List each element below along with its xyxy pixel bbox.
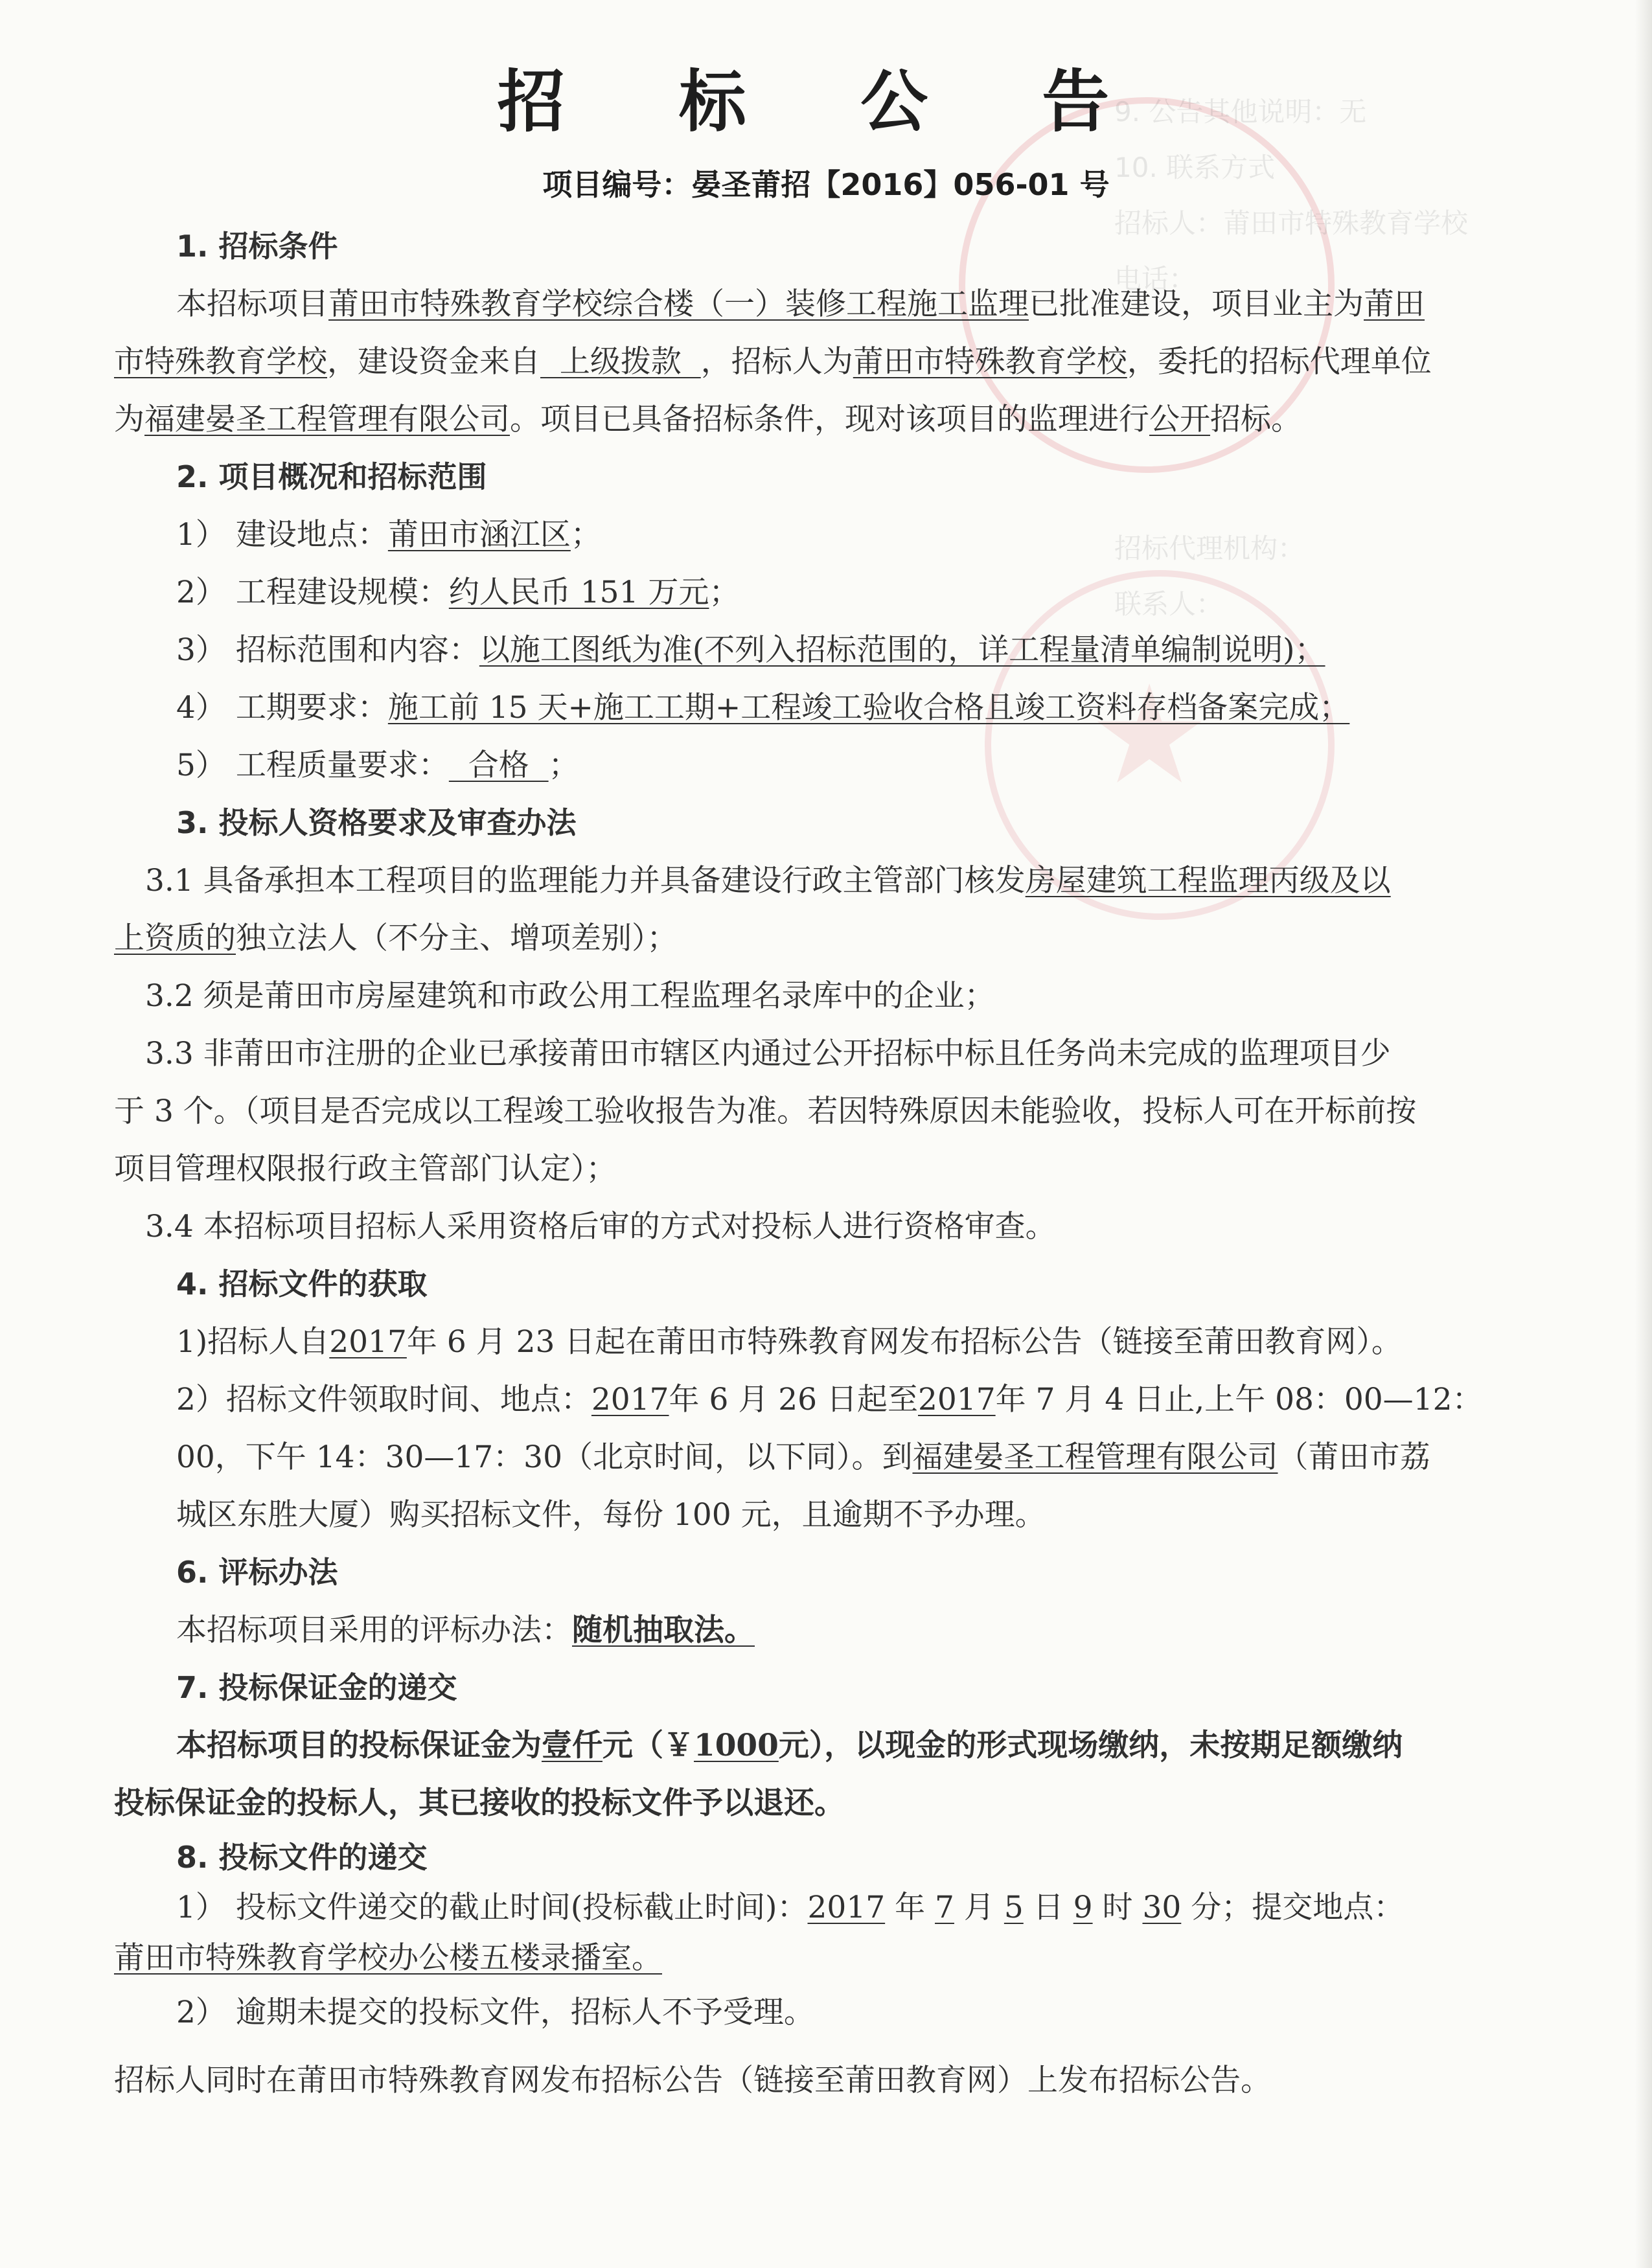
- paragraph-line: 1)招标人自2017年 6 月 23 日起在莆田市特殊教育网发布招标公告（链接至莆田教育网）。: [176, 1324, 1402, 1360]
- paragraph-line: 1） 投标文件递交的截止时间(投标截止时间)：2017 年 7 月 5 日 9 时 30 分；提交地点：: [176, 1890, 1405, 1925]
- paragraph-line: 3.1 具备承担本工程项目的监理能力并具备建设行政主管部门核发房屋建筑工程监理丙级及以: [145, 863, 1391, 899]
- paragraph-line: 于 3 个。（项目是否完成以工程竣工验收报告为准。若因特殊原因未能验收，投标人可在开标前按: [114, 1094, 1417, 1129]
- paragraph-line: 上资质的独立法人（不分主、增项差别）；: [114, 921, 678, 956]
- paragraph-line: 3.3 非莆田市注册的企业已承接莆田市辖区内通过公开招标中标且任务尚未完成的监理项目少: [145, 1036, 1391, 1071]
- section-heading: 2. 项目概况和招标范围: [176, 459, 487, 494]
- paragraph-line: 城区东胜大厦）购买招标文件，每份 100 元，且逾期不予办理。: [176, 1497, 1046, 1533]
- paragraph-line: 3.2 须是莆田市房屋建筑和市政公用工程监理名录库中的企业；: [145, 978, 995, 1014]
- paragraph-line: 2）招标文件领取时间、地点：2017年 6 月 26 日起至2017年 7 月 4 日止,上午 08：00—12：: [176, 1382, 1483, 1417]
- document-title: 招 标 公 告: [497, 62, 1155, 141]
- paragraph-line: 投标保证金的投标人，其已接收的投标文件予以退还。: [114, 1785, 845, 1821]
- section-heading: 6. 评标办法: [176, 1555, 338, 1590]
- list-item: 1） 建设地点：莆田市涵江区；: [176, 517, 601, 553]
- paragraph-line: 00，下午 14：30—17：30（北京时间，以下同）。到福建晏圣工程管理有限公司（莆田市荔: [176, 1439, 1430, 1475]
- paragraph-line: 本招标项目的投标保证金为壹仟元（￥1000元），以现金的形式现场缴纳，未按期足额缴纳: [176, 1728, 1403, 1763]
- list-item: 4） 工期要求：施工前 15 天+施工工期+工程竣工验收合格且竣工资料存档备案完成；: [176, 690, 1350, 726]
- project-number: 项目编号：晏圣莆招【2016】056-01 号: [542, 167, 1110, 202]
- section-heading: 7. 投标保证金的递交: [176, 1670, 457, 1705]
- bleed-through-text: 9. 公告其他说明：无 10. 联系方式 招标人：莆田市特殊教育学校 电话： 招标代理机构： 联系人：: [1114, 96, 1469, 620]
- section-heading: 1. 招标条件: [176, 229, 338, 264]
- footer-note: 招标人同时在莆田市特殊教育网发布招标公告（链接至莆田教育网）上发布招标公告。: [114, 2063, 1271, 2098]
- document-body: [114, 218, 1498, 2109]
- list-item: 2） 工程建设规模：约人民币 151 万元；: [176, 575, 740, 610]
- section-heading: 3. 投标人资格要求及审查办法: [176, 805, 577, 840]
- paragraph-line: 莆田市特殊教育学校办公楼五楼录播室。: [114, 1940, 662, 1976]
- paragraph-line: 2） 逾期未提交的投标文件，招标人不予受理。: [176, 1995, 814, 2030]
- paragraph-line: 3.4 本招标项目招标人采用资格后审的方式对投标人进行资格审查。: [145, 1209, 1056, 1244]
- list-item: 5） 工程质量要求： 合格 ；: [176, 748, 579, 783]
- page-edge: [1635, 0, 1652, 2268]
- paragraph-line: 市特殊教育学校，建设资金来自 上级拨款 ，招标人为莆田市特殊教育学校，委托的招标代理单位: [114, 344, 1432, 380]
- list-item: 3） 招标范围和内容：以施工图纸为准(不列入招标范围的，详工程量清单编制说明)；: [176, 632, 1325, 668]
- paragraph-line: 本招标项目采用的评标办法：随机抽取法。: [176, 1612, 755, 1648]
- seal-star-icon: ★: [1088, 656, 1211, 814]
- section-heading: 4. 招标文件的获取: [176, 1266, 428, 1301]
- paragraph-line: 本招标项目莆田市特殊教育学校综合楼（一）装修工程施工监理已批准建设，项目业主为莆田: [176, 286, 1425, 322]
- paragraph-line: 为福建晏圣工程管理有限公司。项目已具备招标条件，现对该项目的监理进行公开招标。: [114, 402, 1302, 437]
- section-heading: 8. 投标文件的递交: [176, 1840, 428, 1875]
- paragraph-line: 项目管理权限报行政主管部门认定）；: [114, 1151, 617, 1187]
